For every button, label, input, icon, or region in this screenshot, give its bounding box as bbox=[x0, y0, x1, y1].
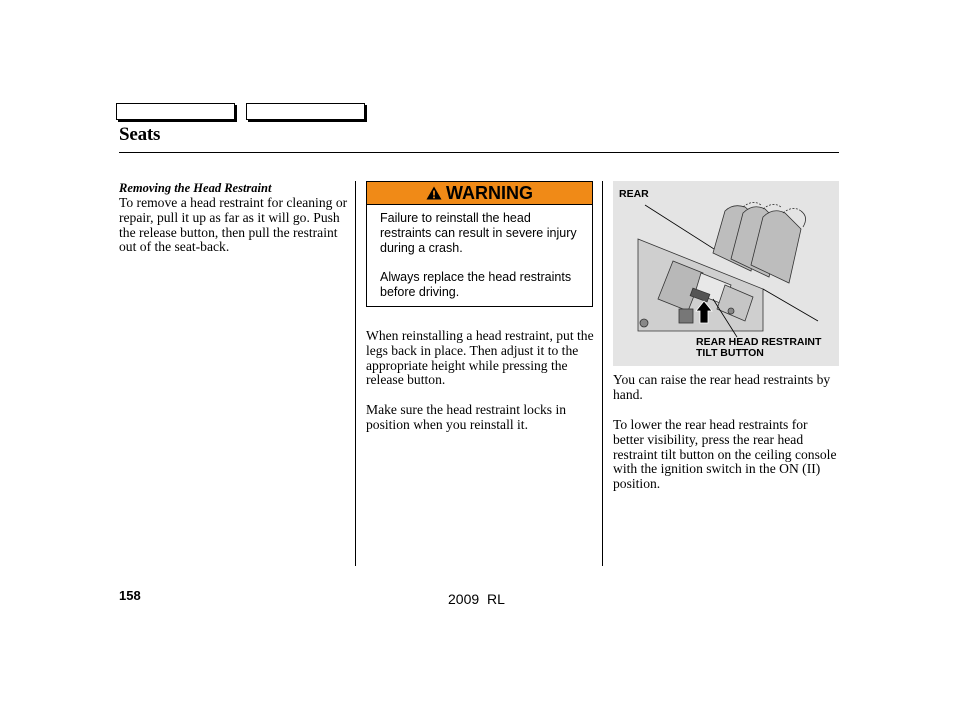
warning-text-1: Failure to reinstall the head restraints can result in severe injury during a crash. bbox=[380, 211, 577, 255]
nav-button-1[interactable] bbox=[116, 103, 235, 120]
warning-box bbox=[366, 181, 593, 307]
nav-button-2[interactable] bbox=[246, 103, 365, 120]
removal-instructions: To remove a head restraint for cleaning or repair, pull it up as far as it will go. Push the release button, then pull the restraint out of the seat-back. bbox=[119, 195, 348, 255]
warning-text-2: Always replace the head restraints before driving. bbox=[380, 270, 572, 299]
warning-triangle-icon bbox=[426, 186, 442, 200]
lower-instructions: To lower the rear head restraints for better visibility, press the rear head restraint tilt button on the ceiling console with the ignition switch in the ON (II) position. bbox=[613, 417, 837, 492]
figure-caption-tilt-button: REAR HEAD RESTRAINT TILT BUTTON bbox=[696, 336, 822, 359]
page-title: Seats bbox=[119, 124, 161, 145]
warning-header bbox=[367, 182, 592, 205]
footer-model: 2009 RL bbox=[448, 591, 505, 607]
ceiling-console-illustration bbox=[613, 181, 839, 366]
raise-instructions: You can raise the rear head restraints by hand. bbox=[613, 372, 831, 402]
subheading-removing-head-restraint: Removing the Head Restraint bbox=[119, 181, 272, 195]
title-divider bbox=[119, 152, 839, 153]
figure-label-rear: REAR bbox=[619, 188, 649, 200]
warning-title: WARNING bbox=[446, 182, 533, 203]
lock-check-note: Make sure the head restraint locks in position when you reinstall it. bbox=[366, 402, 567, 432]
page-number: 158 bbox=[119, 588, 141, 603]
column-divider-1 bbox=[355, 181, 356, 566]
reinstall-instructions: When reinstalling a head restraint, put the legs back in place. Then adjust it to the appropriate height while pressing the release button. bbox=[366, 328, 594, 388]
column-divider-2 bbox=[602, 181, 603, 566]
